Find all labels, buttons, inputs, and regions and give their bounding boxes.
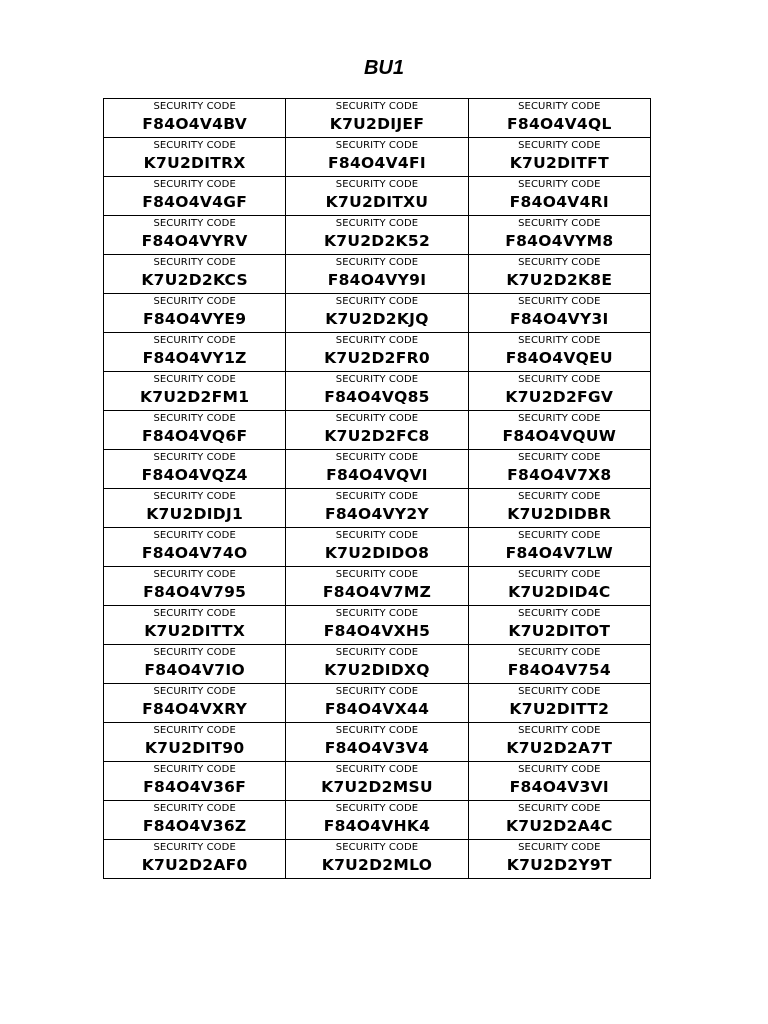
security-code-cell — [286, 645, 468, 684]
security-code-label: SECURITY CODE — [153, 413, 236, 424]
security-code-label: SECURITY CODE — [518, 569, 601, 580]
security-code-label: SECURITY CODE — [335, 491, 419, 502]
security-code-label: SECURITY CODE — [518, 218, 601, 229]
security-code-label: SECURITY CODE — [518, 374, 601, 385]
security-code-cell — [468, 294, 650, 333]
security-code-label: SECURITY CODE — [518, 452, 601, 463]
security-code-label: SECURITY CODE — [335, 764, 419, 775]
security-code-label: SECURITY CODE — [518, 803, 601, 814]
security-code-cell — [286, 606, 468, 645]
security-code-label: SECURITY CODE — [518, 608, 601, 619]
security-code-value: K7U2DITT2 — [509, 700, 610, 718]
security-code-label: SECURITY CODE — [335, 101, 419, 112]
security-code-value: F84O4V3V4 — [324, 739, 430, 757]
security-code-value: K7U2D2A7T — [506, 739, 613, 757]
table-row — [104, 450, 651, 489]
security-code-cell — [104, 99, 286, 138]
security-code-value: F84O4VYM8 — [505, 232, 614, 250]
table-row — [104, 255, 651, 294]
security-code-value: F84O4V4RI — [509, 193, 609, 211]
security-code-value: K7U2DIDXQ — [324, 661, 430, 679]
security-code-cell — [468, 840, 650, 879]
table-row — [104, 489, 651, 528]
security-code-value: K7U2DIJEF — [329, 115, 425, 133]
security-code-value: F84O4VX44 — [324, 700, 430, 718]
security-code-cell — [104, 801, 286, 840]
security-code-cell — [286, 99, 468, 138]
table-row — [104, 606, 651, 645]
security-code-cell — [104, 138, 286, 177]
security-code-value: K7U2DITTX — [144, 622, 246, 640]
security-code-label: SECURITY CODE — [518, 179, 601, 190]
security-code-value: K7U2D2KJQ — [325, 310, 429, 328]
security-code-value: K7U2DID4C — [508, 583, 611, 601]
table-row — [104, 177, 651, 216]
security-code-cell — [286, 411, 468, 450]
security-code-value: K7U2DITXU — [325, 193, 429, 211]
security-code-label: SECURITY CODE — [153, 491, 236, 502]
table-row — [104, 372, 651, 411]
security-code-value: F84O4V754 — [507, 661, 611, 679]
security-code-value: F84O4VQVI — [326, 466, 428, 484]
security-code-value: K7U2D2K52 — [323, 232, 431, 250]
security-code-cell — [104, 840, 286, 879]
security-code-value: F84O4V4QL — [507, 115, 612, 133]
security-code-value: F84O4VQEU — [505, 349, 613, 367]
security-code-value: F84O4VQ6F — [141, 427, 248, 445]
page-title: BU1 — [363, 57, 404, 79]
security-code-cell — [468, 489, 650, 528]
security-code-value: F84O4V7MZ — [322, 583, 432, 601]
security-code-cell — [104, 567, 286, 606]
security-code-label: SECURITY CODE — [335, 413, 419, 424]
security-code-value: K7U2DIDJ1 — [146, 505, 244, 523]
security-code-value: F84O4VY1Z — [142, 349, 247, 367]
security-code-value: F84O4VXH5 — [323, 622, 431, 640]
security-code-cell — [468, 684, 650, 723]
table-row — [104, 840, 651, 879]
table-row — [104, 294, 651, 333]
security-code-label: SECURITY CODE — [335, 140, 419, 151]
security-code-value: F84O4V36F — [143, 778, 247, 796]
security-code-cell — [286, 801, 468, 840]
security-code-label: SECURITY CODE — [335, 452, 419, 463]
security-code-label: SECURITY CODE — [518, 491, 601, 502]
security-code-label: SECURITY CODE — [335, 842, 419, 853]
security-code-label: SECURITY CODE — [335, 725, 419, 736]
security-code-cell — [468, 255, 650, 294]
security-code-label: SECURITY CODE — [153, 140, 236, 151]
security-code-value: F84O4V7IO — [144, 661, 245, 679]
security-code-cell — [104, 606, 286, 645]
security-code-value: K7U2D2FC8 — [324, 427, 430, 445]
security-code-label: SECURITY CODE — [335, 608, 419, 619]
security-code-cell — [286, 762, 468, 801]
security-code-label: SECURITY CODE — [335, 335, 419, 346]
security-code-cell — [286, 333, 468, 372]
security-code-cell — [468, 801, 650, 840]
security-code-cell — [104, 723, 286, 762]
security-code-value: F84O4V795 — [143, 583, 247, 601]
security-code-label: SECURITY CODE — [518, 257, 601, 268]
security-code-value: K7U2D2MSU — [321, 778, 433, 796]
security-code-cell — [286, 177, 468, 216]
security-code-label: SECURITY CODE — [335, 374, 419, 385]
security-code-cell — [104, 255, 286, 294]
security-code-cell — [104, 684, 286, 723]
table-row — [104, 216, 651, 255]
security-code-value: F84O4V3VI — [509, 778, 610, 796]
security-code-cell — [104, 372, 286, 411]
security-code-value: F84O4VY9I — [327, 271, 427, 289]
security-code-value: K7U2D2AF0 — [141, 856, 248, 874]
security-code-label: SECURITY CODE — [335, 218, 419, 229]
security-code-value: K7U2DITFT — [509, 154, 609, 172]
security-code-label: SECURITY CODE — [153, 608, 236, 619]
security-code-value: K7U2D2K8E — [506, 271, 613, 289]
security-code-label: SECURITY CODE — [153, 101, 236, 112]
security-code-value: F84O4VYRV — [141, 232, 248, 250]
security-code-cell — [468, 762, 650, 801]
security-code-cell — [468, 333, 650, 372]
security-code-cell — [468, 567, 650, 606]
security-code-cell — [286, 684, 468, 723]
security-code-value: K7U2DIDO8 — [324, 544, 430, 562]
security-code-label: SECURITY CODE — [153, 686, 236, 697]
security-code-cell — [104, 216, 286, 255]
security-code-cell — [468, 177, 650, 216]
security-code-cell — [468, 372, 650, 411]
security-code-label: SECURITY CODE — [335, 686, 419, 697]
table-row — [104, 684, 651, 723]
security-code-cell — [286, 840, 468, 879]
security-code-cell — [468, 216, 650, 255]
security-code-label: SECURITY CODE — [153, 257, 236, 268]
security-code-label: SECURITY CODE — [153, 374, 236, 385]
security-code-cell — [104, 177, 286, 216]
table-row — [104, 528, 651, 567]
security-code-label: SECURITY CODE — [518, 725, 601, 736]
security-code-value: F84O4VYE9 — [142, 310, 247, 328]
table-row — [104, 723, 651, 762]
security-code-label: SECURITY CODE — [518, 101, 601, 112]
security-code-cell — [104, 528, 286, 567]
security-code-value: K7U2D2FGV — [505, 388, 614, 406]
security-code-value: F84O4V7LW — [505, 544, 614, 562]
security-code-label: SECURITY CODE — [335, 803, 419, 814]
table-row — [104, 333, 651, 372]
security-code-value: F84O4V4GF — [142, 193, 248, 211]
security-code-label: SECURITY CODE — [335, 179, 419, 190]
security-code-label: SECURITY CODE — [335, 569, 419, 580]
security-code-cell — [286, 528, 468, 567]
security-code-value: K7U2D2KCS — [141, 271, 248, 289]
security-code-value: K7U2DIDBR — [507, 505, 612, 523]
security-code-value: K7U2D2FM1 — [140, 388, 250, 406]
security-code-label: SECURITY CODE — [335, 296, 419, 307]
security-code-cell — [104, 489, 286, 528]
security-code-cell — [468, 645, 650, 684]
security-codes-body — [104, 99, 651, 879]
security-code-value: F84O4VY3I — [510, 310, 609, 328]
security-code-cell — [286, 294, 468, 333]
security-code-label: SECURITY CODE — [518, 842, 601, 853]
table-row — [104, 99, 651, 138]
security-code-cell — [104, 645, 286, 684]
security-code-label: SECURITY CODE — [153, 335, 236, 346]
security-code-cell — [468, 528, 650, 567]
security-code-label: SECURITY CODE — [153, 569, 236, 580]
security-code-label: SECURITY CODE — [153, 218, 236, 229]
security-code-value: F84O4V4BV — [142, 115, 248, 133]
security-code-value: F84O4VXRY — [142, 700, 248, 718]
security-code-value: K7U2D2A4C — [505, 817, 613, 835]
security-code-value: K7U2D2FR0 — [324, 349, 430, 367]
table-row — [104, 801, 651, 840]
security-code-value: F84O4V74O — [141, 544, 248, 562]
security-code-value: F84O4VQ85 — [324, 388, 430, 406]
security-code-cell — [468, 411, 650, 450]
security-code-label: SECURITY CODE — [518, 335, 601, 346]
security-code-label: SECURITY CODE — [153, 530, 236, 541]
table-row — [104, 411, 651, 450]
security-code-cell — [286, 567, 468, 606]
security-code-cell — [468, 606, 650, 645]
security-code-cell — [286, 372, 468, 411]
security-code-label: SECURITY CODE — [153, 842, 236, 853]
table-row — [104, 567, 651, 606]
security-code-cell — [286, 450, 468, 489]
security-code-label: SECURITY CODE — [518, 647, 601, 658]
security-code-cell — [286, 216, 468, 255]
table-row — [104, 645, 651, 684]
security-code-label: SECURITY CODE — [518, 140, 601, 151]
security-code-cell — [468, 138, 650, 177]
security-code-value: K7U2DITRX — [143, 154, 246, 172]
security-code-cell — [468, 99, 650, 138]
security-code-label: SECURITY CODE — [153, 725, 236, 736]
security-codes-table — [103, 98, 651, 879]
security-code-value: F84O4VQUW — [502, 427, 617, 445]
security-code-value: F84O4V4FI — [328, 154, 426, 172]
security-code-label: SECURITY CODE — [518, 530, 601, 541]
security-code-value: K7U2D2MLO — [321, 856, 433, 874]
security-code-cell — [286, 723, 468, 762]
security-code-label: SECURITY CODE — [153, 296, 236, 307]
security-code-label: SECURITY CODE — [153, 803, 236, 814]
security-code-cell — [104, 333, 286, 372]
security-code-value: F84O4V7X8 — [507, 466, 612, 484]
security-code-value: K7U2DIT90 — [144, 739, 245, 757]
security-code-label: SECURITY CODE — [518, 413, 601, 424]
security-code-label: SECURITY CODE — [518, 764, 601, 775]
security-code-cell — [286, 489, 468, 528]
security-code-value: K7U2DITOT — [508, 622, 611, 640]
security-code-label: SECURITY CODE — [335, 530, 419, 541]
security-code-label: SECURITY CODE — [153, 647, 236, 658]
table-row — [104, 762, 651, 801]
security-code-label: SECURITY CODE — [518, 686, 601, 697]
security-code-cell — [286, 138, 468, 177]
security-code-label: SECURITY CODE — [153, 452, 236, 463]
security-code-cell — [286, 255, 468, 294]
security-code-cell — [104, 762, 286, 801]
security-code-value: F84O4VHK4 — [323, 817, 431, 835]
security-code-cell — [104, 411, 286, 450]
security-code-label: SECURITY CODE — [153, 179, 236, 190]
table-row — [104, 138, 651, 177]
security-code-cell — [468, 723, 650, 762]
security-code-cell — [104, 294, 286, 333]
security-code-value: F84O4VY2Y — [324, 505, 430, 523]
security-code-cell — [104, 450, 286, 489]
security-code-value: F84O4V36Z — [142, 817, 247, 835]
security-code-cell — [468, 450, 650, 489]
security-code-label: SECURITY CODE — [335, 647, 419, 658]
security-code-value: F84O4VQZ4 — [141, 466, 248, 484]
security-code-label: SECURITY CODE — [335, 257, 419, 268]
security-code-label: SECURITY CODE — [153, 764, 236, 775]
security-code-value: K7U2D2Y9T — [506, 856, 612, 874]
security-code-label: SECURITY CODE — [518, 296, 601, 307]
